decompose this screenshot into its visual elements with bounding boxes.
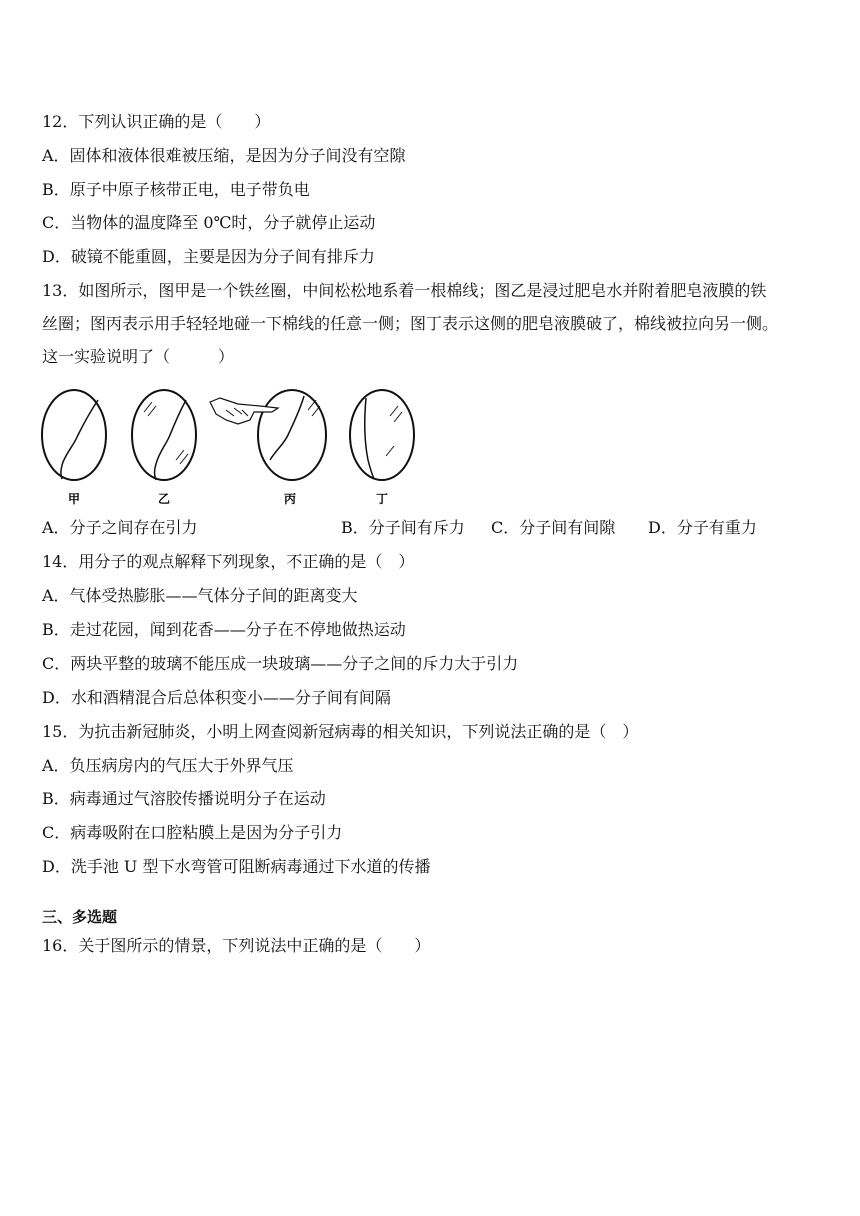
figure-jia	[42, 390, 106, 506]
q13-option-c: C．分子间有间隙	[491, 518, 616, 537]
q12-option-c: C．当物体的温度降至 0℃时，分子就停止运动	[42, 213, 376, 232]
q14-option-d: D．水和酒精混合后总体积变小——分子间有间隔	[42, 688, 391, 707]
q13-stem-line1: 13．如图所示，图甲是一个铁丝圈，中间松松地系着一根棉线；图乙是浸过肥皂水并附着肥皂液膜的铁	[42, 281, 767, 300]
q12-option-a: A．固体和液体很难被压缩，是因为分子间没有空隙	[42, 146, 406, 165]
q14-option-b: B．走过花园，闻到花香——分子在不停地做热运动	[42, 620, 406, 639]
q15-option-a: A．负压病房内的气压大于外界气压	[42, 756, 294, 775]
section-title-multiple-choice: 三、多选题	[42, 908, 118, 926]
q14-stem: 14．用分子的观点解释下列现象，不正确的是（ ）	[42, 552, 415, 571]
figure-yi	[132, 390, 196, 506]
soap-film-experiment-figure	[38, 380, 428, 510]
q12-option-b: B．原子中原子核带正电，电子带负电	[42, 180, 310, 199]
figure-label-bing: 丙	[284, 492, 297, 506]
q15-option-c: C．病毒吸附在口腔粘膜上是因为分子引力	[42, 823, 343, 842]
figure-label-jia: 甲	[68, 492, 81, 506]
q13-stem-line3: 这一实验说明了（ ）	[42, 347, 235, 366]
figure-label-yi: 乙	[158, 492, 171, 506]
q16-stem: 16．关于图所示的情景，下列说法中正确的是（ ）	[42, 936, 431, 955]
figure-ding	[350, 390, 414, 506]
figure-label-ding: 丁	[376, 492, 389, 506]
q14-option-a: A．气体受热膨胀——气体分子间的距离变大	[42, 586, 358, 605]
q15-option-d: D．洗手池 U 型下水弯管可阻断病毒通过下水道的传播	[42, 857, 431, 876]
q12-option-d: D．破镜不能重圆，主要是因为分子间有排斥力	[42, 247, 375, 266]
q12-stem: 12．下列认识正确的是（ ）	[42, 112, 271, 131]
q14-option-c: C．两块平整的玻璃不能压成一块玻璃——分子之间的斥力大于引力	[42, 654, 519, 673]
q13-option-a: A．分子之间存在引力	[42, 518, 198, 537]
q13-option-d: D．分子有重力	[648, 518, 757, 537]
q13-stem-line2: 丝圈；图丙表示用手轻轻地碰一下棉线的任意一侧；图丁表示这侧的肥皂液膜破了，棉线被拉向另一侧。	[42, 314, 779, 333]
q15-option-b: B．病毒通过气溶胶传播说明分子在运动	[42, 789, 326, 808]
q13-option-b: B．分子间有斥力	[341, 518, 465, 537]
q15-stem: 15．为抗击新冠肺炎，小明上网查阅新冠病毒的相关知识，下列说法正确的是（ ）	[42, 722, 639, 741]
figure-bing	[210, 390, 326, 506]
